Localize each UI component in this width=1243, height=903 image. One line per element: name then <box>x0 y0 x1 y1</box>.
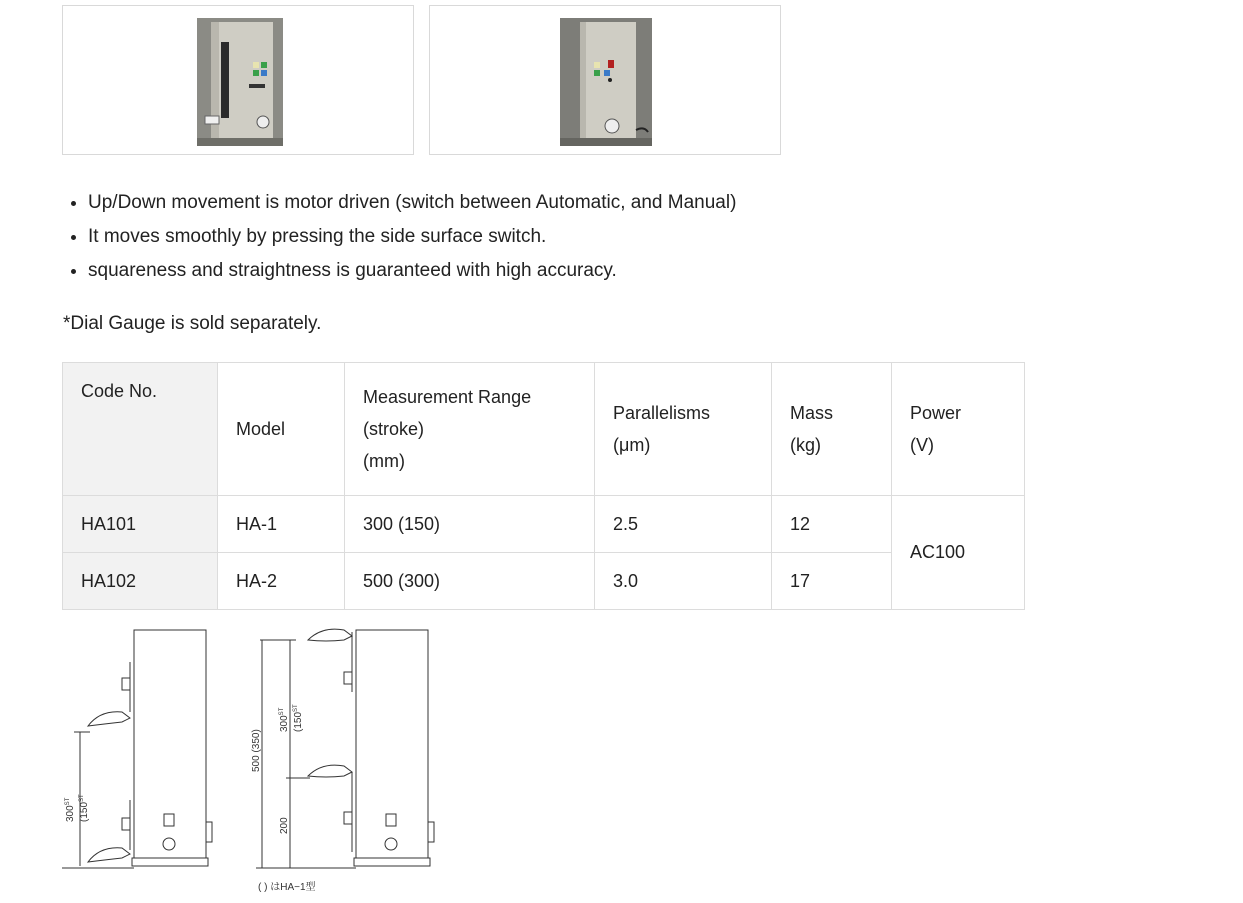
product-photo-frame-2 <box>429 5 781 155</box>
table-row <box>63 553 1025 610</box>
product-photo-frame-1 <box>62 5 414 155</box>
cell-mass: 12 <box>772 496 892 553</box>
product-photo-ha2 <box>560 18 652 146</box>
header-model: Model <box>218 363 345 496</box>
svg-text:(150ST <box>293 704 304 732</box>
right-dim-total: 500 (350) <box>251 729 262 772</box>
svg-text:(150ST <box>79 794 90 822</box>
cell-mass: 17 <box>772 553 892 610</box>
right-dim-stroke: 300 <box>279 715 290 732</box>
table-header-row <box>63 363 1025 496</box>
right-dim-stroke-sub-sup: ST <box>293 704 299 712</box>
feature-item: • It moves smoothly by pressing the side surface switch. <box>88 220 736 254</box>
cell-range: 500 (300) <box>345 553 595 610</box>
svg-text:300ST <box>279 707 290 732</box>
cell-parallelism: 3.0 <box>595 553 772 610</box>
cell-power: AC100 <box>892 496 1025 610</box>
header-code: Code No. <box>63 363 218 496</box>
svg-text:300ST <box>65 797 76 822</box>
table-row <box>63 496 1025 553</box>
right-dim-stroke-sub: (150 <box>293 711 304 732</box>
cell-range: 300 (150) <box>345 496 595 553</box>
cell-parallelism: 2.5 <box>595 496 772 553</box>
feature-item: • squareness and straightness is guaranteed with high accuracy. <box>88 254 736 288</box>
right-dim-base: 200 <box>279 817 290 834</box>
feature-list <box>68 186 736 288</box>
header-mass: Mass (kg) <box>772 363 892 496</box>
dial-gauge-note: *Dial Gauge is sold separately. <box>63 313 322 334</box>
right-dim-stroke-sup: ST <box>279 707 285 716</box>
product-photo-ha1 <box>197 18 283 146</box>
left-dim-sub-sup: ST <box>79 794 85 802</box>
header-range: Measurement Range (stroke) (mm) <box>345 363 595 496</box>
spec-table <box>62 362 1025 610</box>
header-parallelism: Parallelisms (μm) <box>595 363 772 496</box>
left-dim-sub: (150 <box>79 801 90 822</box>
feature-item: • Up/Down movement is motor driven (switch between Automatic, and Manual) <box>88 186 736 220</box>
cell-model: HA-2 <box>218 553 345 610</box>
dimension-drawing <box>60 622 450 900</box>
left-dim-main: 300 <box>65 805 76 822</box>
header-power: Power (V) <box>892 363 1025 496</box>
drawing-caption: ( ) はHA−1型 <box>258 882 316 893</box>
cell-code: HA101 <box>63 496 218 553</box>
cell-model: HA-1 <box>218 496 345 553</box>
cell-code: HA102 <box>63 553 218 610</box>
left-dim-sup: ST <box>65 797 71 806</box>
drawing-ha1 <box>62 630 212 868</box>
